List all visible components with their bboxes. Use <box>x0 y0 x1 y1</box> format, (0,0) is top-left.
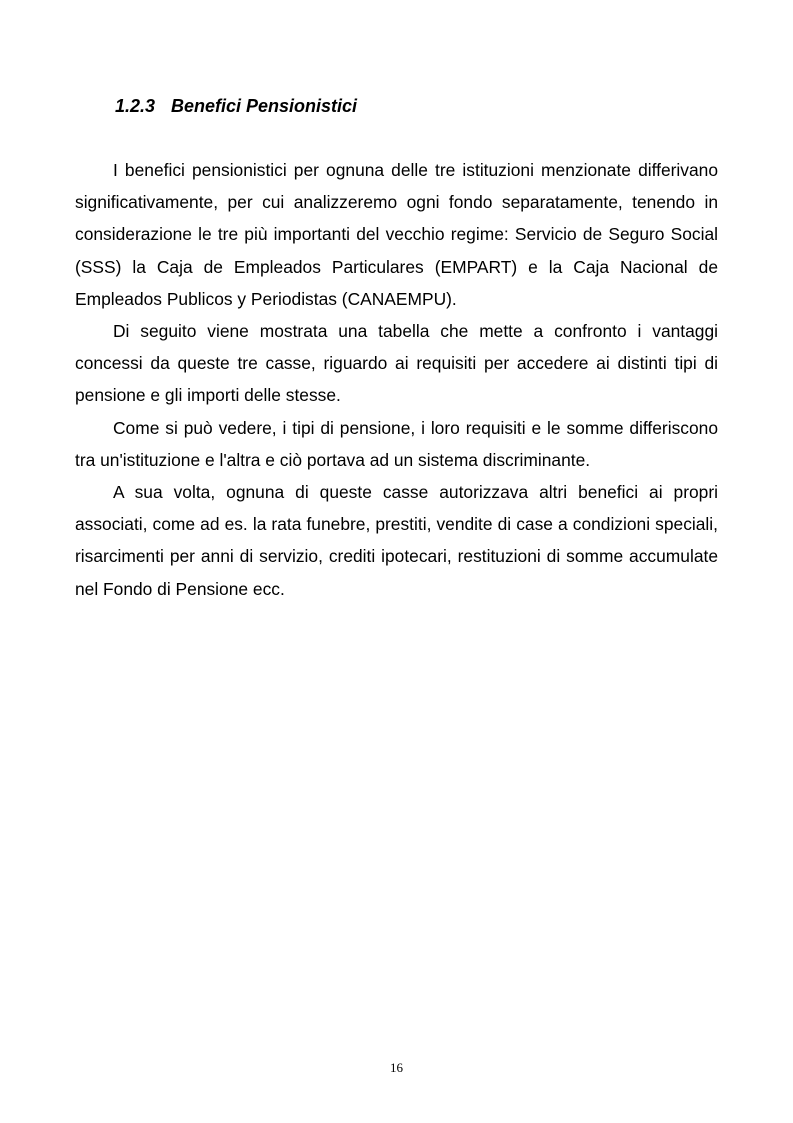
paragraph: I benefici pensionistici per ognuna delle tre istituzioni menzionate differivano significativamente, per cui analizzeremo ogni fondo separatamente, tenendo in considerazione le tre più importanti del vecchio regime: Servicio de Seguro Social (SSS) la Caja de Empleados Particulares (EMPART) e la Caja Nacional de Empleados Publicos y Periodistas (CANAEMPU). <box>75 160 718 309</box>
body-text <box>75 154 718 605</box>
section-heading <box>115 95 357 117</box>
page-number: 16 <box>390 1060 403 1075</box>
section-title: Benefici Pensionistici <box>171 96 358 116</box>
paragraph: Di seguito viene mostrata una tabella che mette a confronto i vantaggi concessi da queste tre casse, riguardo ai requisiti per accedere ai distinti tipi di pensione e gli importi delle stesse. <box>75 321 718 406</box>
paragraph: Come si può vedere, i tipi di pensione, i loro requisiti e le somme differiscono tra un'istituzione e l'altra e ciò portava ad un sistema discriminante. <box>75 417 718 470</box>
section-number: 1.2.3 <box>115 96 156 116</box>
paragraph: A sua volta, ognuna di queste casse autorizzava altri benefici ai propri associati, come ad es. la rata funebre, prestiti, vendite di case a condizioni speciali, risarcimenti per anni di servizio, crediti ipotecari, restituzioni di somme accumulate nel Fondo di Pensione ecc. <box>75 482 718 599</box>
